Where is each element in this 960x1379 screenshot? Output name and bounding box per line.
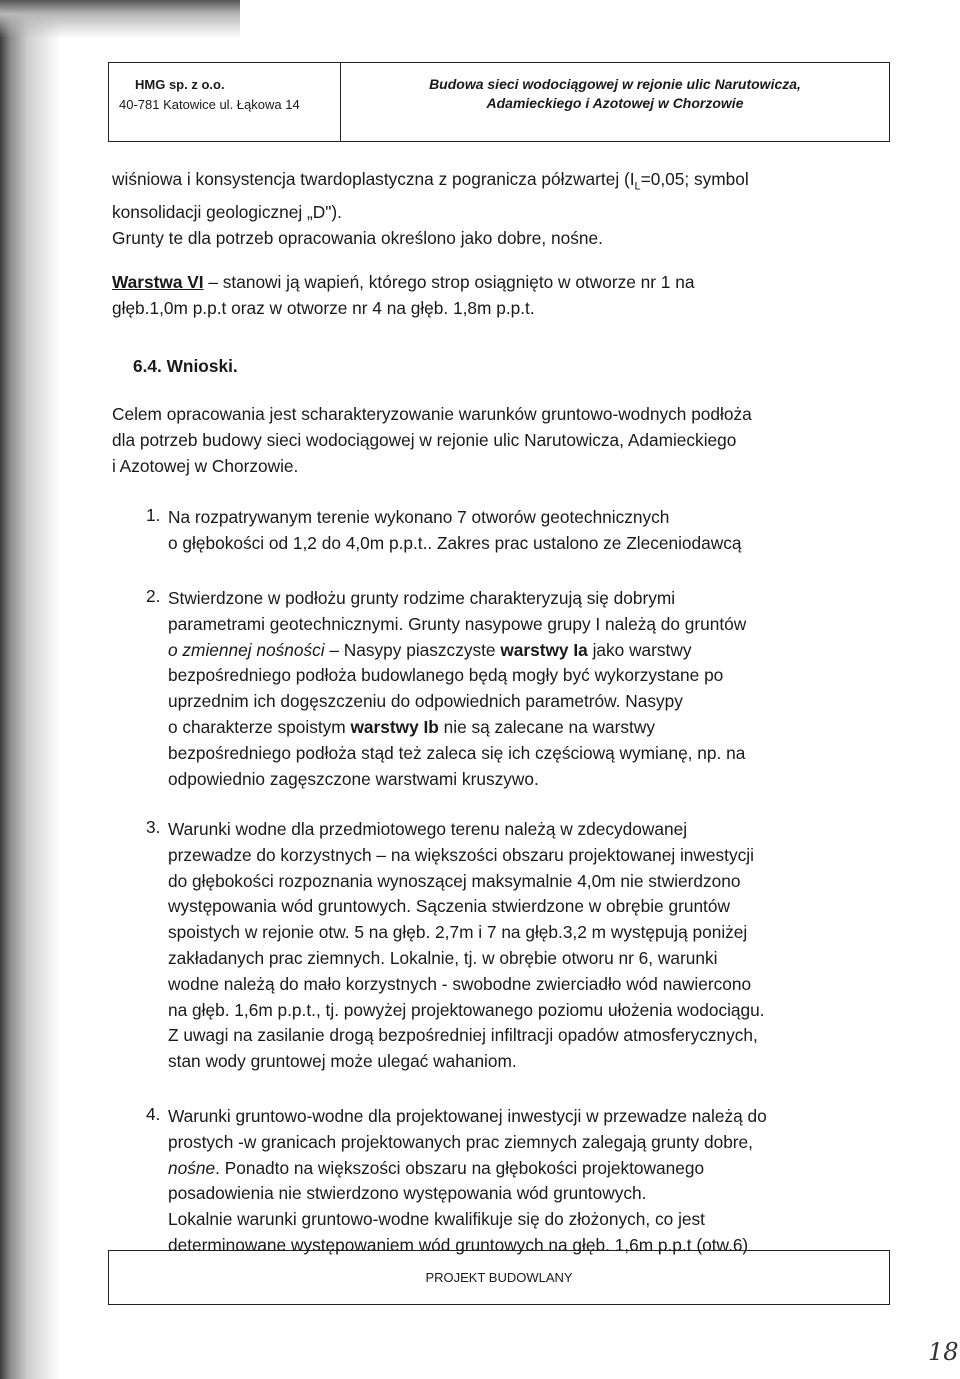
footer-label: PROJEKT BUDOWLANY (425, 1270, 573, 1285)
text-line: do głębokości rozpoznania wynoszącej maksymalnie 4,0m nie stwierdzono (168, 870, 741, 891)
company-address: 40-781 Katowice ul. Łąkowa 14 (119, 97, 300, 112)
text-line (168, 638, 852, 664)
text-line: posadowienia nie stwierdzono występowania wód gruntowych. (168, 1183, 647, 1204)
text-span: =0,05; symbol (640, 169, 749, 189)
text-line (168, 715, 852, 741)
list-number: 4. (146, 1104, 161, 1124)
text-line: Z uwagi na zasilanie drogą bezpośredniej infiltracji opadów atmosferycznych, (168, 1025, 758, 1046)
text-line: występowania wód gruntowych. Sączenia stwierdzone w obrębie gruntów (168, 896, 730, 917)
text-span: – Nasypy piaszczyste (324, 639, 501, 660)
text-line: konsolidacji geologicznej „D"). (112, 202, 342, 223)
layer-vi-description (112, 270, 852, 322)
text-span: . Ponadto na większości obszaru na głębokości projektowanego (215, 1157, 705, 1178)
company-name: HMG sp. z o.o. (135, 77, 225, 92)
text-line: wodne należą do mało korzystnych - swobodne zwierciadło wód nawiercono (168, 973, 752, 994)
project-title-line2: Adamieckiego i Azotowej w Chorzowie (486, 95, 744, 111)
text-line: dla potrzeb budowy sieci wodociągowej w rejonie ulic Narutowicza, Adamieckiego (112, 429, 737, 450)
text-span: warstwy Ib (350, 716, 439, 737)
text-line: uprzednim ich dogęszczeniu do odpowiednich parametrów. Nasypy (168, 691, 683, 712)
text-line: prostych -w granicach projektowanych prac ziemnych zalegają grunty dobre, (168, 1131, 753, 1152)
corner-shadow (0, 0, 240, 38)
document-footer (108, 1250, 890, 1305)
text-line: Grunty te dla potrzeb opracowania określono jako dobre, nośne. (112, 228, 603, 249)
text-span: o zmiennej nośności (168, 639, 325, 660)
text-line: Warunki wodne dla przedmiotowego terenu należą w zdecydowanej (168, 819, 688, 839)
layer-label: Warstwa VI (112, 272, 204, 292)
list-item (168, 586, 852, 792)
text-span: jako warstwy (587, 639, 692, 660)
text-line: odpowiednio zagęszczone warstwami kruszywo. (168, 768, 539, 789)
text-line: spoistych w rejonie otw. 5 na głęb. 2,7m i 7 na głęb.3,2 m występują poniżej (168, 922, 748, 943)
text-line (168, 1156, 852, 1182)
text-line: Warunki gruntowo-wodne dla projektowanej inwestycji w przewadze należą do (168, 1106, 767, 1126)
intro-paragraph (112, 402, 852, 479)
text-span: o charakterze spoistym (168, 716, 351, 737)
section-title: 6.4. Wnioski. (133, 356, 238, 376)
text-line: i Azotowej w Chorzowie. (112, 455, 299, 476)
text-span: – stanowi ją wapień, którego strop osiągnięto w otworze nr 1 na (203, 272, 695, 292)
list-item (168, 1104, 852, 1259)
text-line: Lokalnie warunki gruntowo-wodne kwalifikuje się do złożonych, co jest (168, 1209, 705, 1230)
project-title-line1: Budowa sieci wodociągowej w rejonie ulic Narutowicza, (429, 76, 801, 92)
list-number: 2. (146, 586, 161, 606)
text-span: nośne (168, 1157, 216, 1178)
text-line: Celem opracowania jest scharakteryzowanie warunków gruntowo-wodnych podłoża (112, 404, 752, 424)
handwritten-page-number: 18 (928, 1338, 959, 1366)
subscript: L (634, 180, 641, 193)
text-line: Stwierdzone w podłożu grunty rodzime charakteryzują się dobrymi (168, 588, 676, 608)
list-item (168, 817, 852, 1075)
text-line (112, 270, 852, 296)
binder-shadow (0, 0, 62, 1379)
text-line: głęb.1,0m p.p.t oraz w otworze nr 4 na głęb. 1,8m p.p.t. (112, 297, 535, 318)
text-line: Na rozpatrywanym terenie wykonano 7 otworów geotechnicznych (168, 507, 670, 527)
document-header (108, 62, 890, 142)
text-line: zakładanych prac ziemnych. Lokalnie, tj. w obrębie otworu nr 6, warunki (168, 947, 718, 968)
text-line: bezpośredniego podłoża budowlanego będą mogły być wykorzystane po (168, 665, 724, 686)
text-line (112, 167, 852, 200)
project-title (341, 63, 889, 141)
text-line: determinowane występowaniem wód gruntowych na głęb. 1,6m p.p.t (otw.6) (168, 1234, 749, 1255)
text-span: warstwy Ia (500, 639, 588, 660)
text-line: o głębokości od 1,2 do 4,0m p.p.t.. Zakres prac ustalono ze Zleceniodawcą (168, 532, 742, 553)
text-line: bezpośredniego podłoża stąd też zaleca się ich częściową wymianę, np. na (168, 742, 746, 763)
list-number: 3. (146, 817, 161, 837)
text-line: na głęb. 1,6m p.p.t., tj. powyżej projektowanego poziomu ułożenia wodociągu. (168, 999, 765, 1020)
layer-description (112, 167, 852, 252)
text-span: wiśniowa i konsystencja twardoplastyczna z pogranicza półzwartej (I (112, 169, 635, 189)
text-line: przewadze do korzystnych – na większości obszaru projektowanej inwestycji (168, 844, 754, 865)
text-line: parametrami geotechnicznymi. Grunty nasypowe grupy I należą do gruntów (168, 613, 747, 634)
list-item (168, 505, 852, 557)
text-span: nie są zalecane na warstwy (438, 716, 655, 737)
text-line: stan wody gruntowej może ulegać wahaniom. (168, 1051, 517, 1072)
company-box (109, 63, 341, 141)
list-number: 1. (146, 505, 161, 525)
